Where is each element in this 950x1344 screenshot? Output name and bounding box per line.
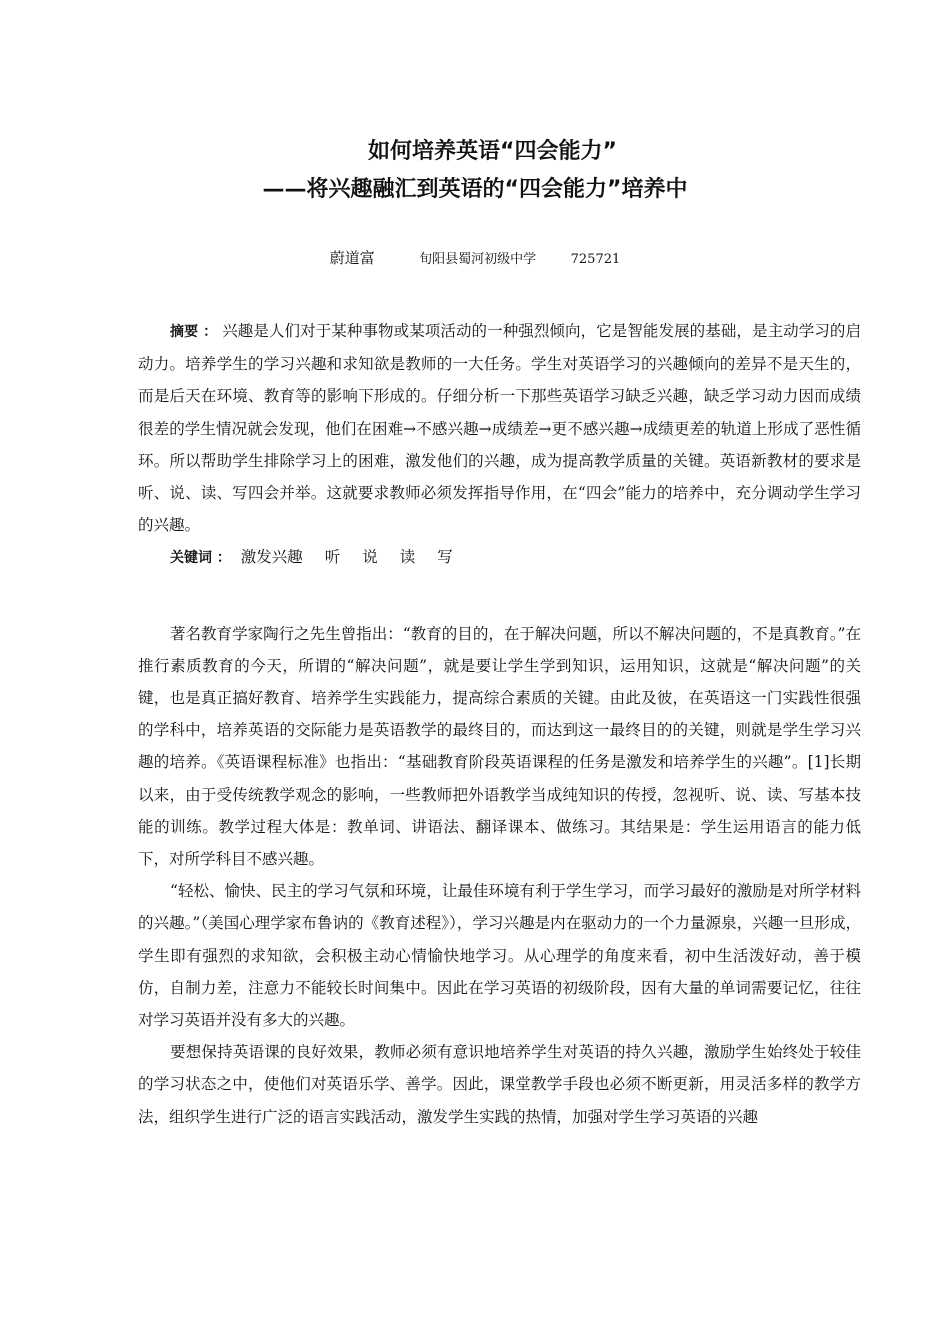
author-name: 蔚道富 — [329, 249, 375, 267]
author-school: 旬阳县蜀河初级中学 — [419, 252, 537, 267]
author-line — [0, 248, 950, 270]
keywords-label: 关键词 ： — [170, 550, 231, 567]
page-subtitle: ——将兴趣融汇到英语的“四会能力”培养中 — [262, 177, 688, 202]
abstract-paragraph — [138, 315, 861, 541]
author-zip: 725721 — [570, 252, 621, 267]
keyword: 读 — [399, 548, 416, 567]
body-paragraph: 要想保持英语课的良好效果，教师必须有意识地培养学生对英语的持久兴趣，激励学生始终处于较佳的学习状态之中，使他们对英语乐学、善学。因此，课堂教学手段也必须不断更新，用灵活多样的教学方法，组织学生进行广泛的语言实践活动，激发学生实践的热情，加强对学生学习英语的兴趣 — [138, 1043, 861, 1126]
article-content — [138, 315, 861, 1133]
body-paragraphs — [138, 618, 861, 1133]
keyword: 激发兴趣 — [240, 548, 303, 567]
keyword: 写 — [437, 548, 453, 567]
body-paragraph: “轻松、愉快、民主的学习气氛和环境，让最佳环境有利于学生学习，而学习最好的激励是对所学材料的兴趣。”（美国心理学家布鲁讷的《教育述程》），学习兴趣是内在驱动力的一个力量源泉，兴趣一旦形成，学生即有强烈的求知欲，会积极主动心情愉快地学习。从心理学的角度来看，初中生活泼好动，善于模仿，自制力差，注意力不能较长时间集中。因此在学习英语的初级阶段，因有大量的单词需要记忆，往往对学习英语并没有多大的兴趣。 — [138, 882, 861, 1030]
page-title: 如何培养英语“四会能力” — [368, 139, 617, 164]
body-paragraph: 著名教育学家陶行之先生曾指出：“教育的目的，在于解决问题，所以不解决问题的，不是真教育。”在推行素质教育的今天，所谓的“解决问题”，就是要让学生学到知识，运用知识，这就是“解决问题”的关键，也是真正搞好教育、培养学生实践能力，提高综合素质的关键。由此及彼，在英语这一门实践性很强的学科中，培养英语的交际能力是英语教学的最终目的，而达到这一最终目的的关键，则就是学生学习兴趣的培养。《英语课程标准》也指出：“基础教育阶段英语课程的任务是激发和培养学生的兴趣”。[1]长期以来，由于受传统教学观念的影响，一些教师把外语教学当成纯知识的传授，忽视听、说、读、写基本技能的训练。教学过程大体是：教单词、讲语法、翻译课本、做练习。其结果是：学生运用语言的能力低下，对所学科目不感兴趣。 — [138, 624, 861, 869]
keyword: 听 — [324, 548, 341, 567]
title-block — [0, 133, 950, 209]
keyword: 说 — [362, 548, 378, 567]
keywords-line — [138, 541, 861, 574]
abstract-text: 兴趣是人们对于某种事物或某项活动的一种强烈倾向，它是智能发展的基础，是主动学习的启动力。培养学生的学习兴趣和求知欲是教师的一大任务。学生对英语学习的兴趣倾向的差异不是天生的，而是后天在环境、教育等的影响下形成的。仔细分析一下那些英语学习缺乏兴趣，缺乏学习动力因而成绩很差的学生情况就会发现，他们在困难→不感兴趣→成绩差→更不感兴趣→成绩更差的轨道上形成了恶性循环。所以帮助学生排除学习上的困难，激发他们的兴趣，成为提高教学质量的关键。英语新教材的要求是听、说、读、写四会并举。这就要求教师必须发挥指导作用，在“四会”能力的培养中，充分调动学生学习的兴趣。 — [138, 322, 861, 535]
abstract-label: 摘要 ： — [170, 324, 218, 340]
